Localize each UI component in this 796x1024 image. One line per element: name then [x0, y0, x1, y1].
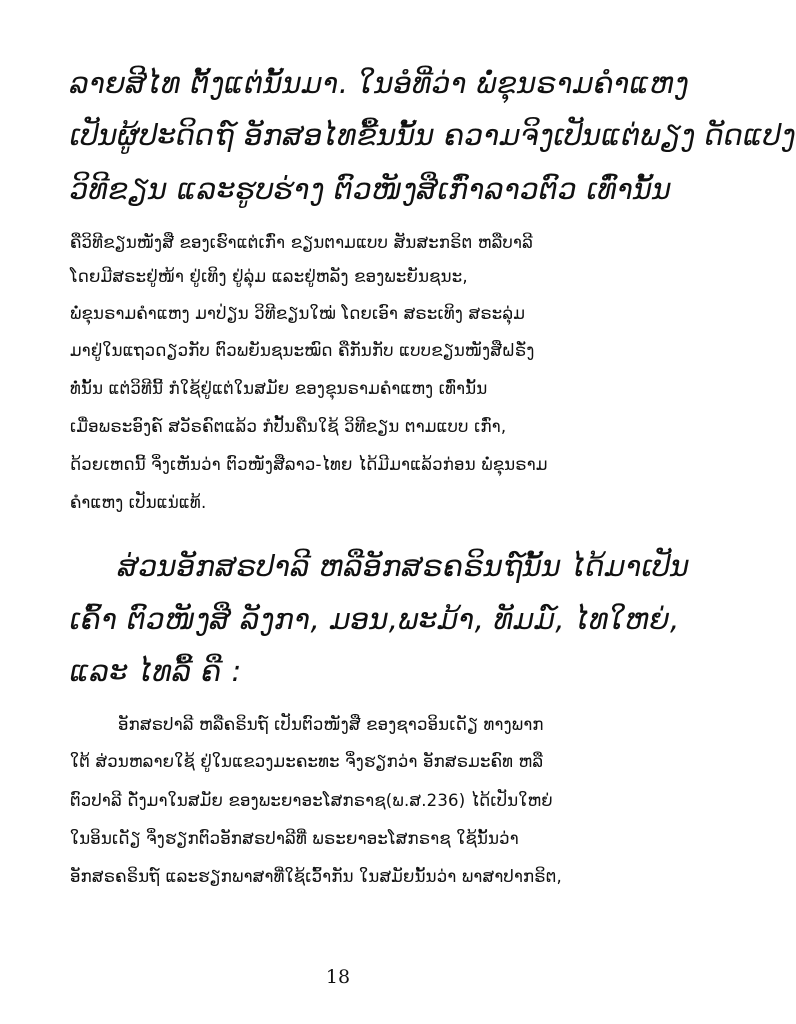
text-line: ຄຳແຫງ ເປັນແນ່ແທ້.	[70, 493, 207, 512]
text-line: ລາຍສີໄທ ຕັ້ງແຕ່ນັ້ນມາ. ໃນອໍທີ່ວ່າ ພໍ່ຂຸນຣາມຄຳແຫງ	[70, 66, 689, 100]
text-line: ຕົວປາລີ ດັ່ງມາໃນສມັຍ ຂອງພະຍາອະໂສກຣາຊ(ພ.ສ.236) ໄດ້ເປັນໃຫຍ່	[70, 791, 553, 810]
text-line: ໃນອິນເດັຽ ຈິ່ງຮຽກຕົວອັກສຣປາລີທີ່ ພຣະຍາອະໂສກຣາຊ ໃຊ້ນັ້ນວ່າ	[70, 829, 519, 848]
text-line: ຄືວິທີຂຽນໜັງສື ຂອງເຮົາແຕ່ເກົ່າ ຂຽນຕາມແບບ ສັນສະກຣິຕ ຫລືບາລີ	[70, 233, 534, 252]
text-line: ວິທີຂຽນ ແລະຮູບຮ່າງ ຕົວໜັງສືເກົ່າລາວຕົວ ເທົ່ານັ້ນ	[70, 172, 672, 206]
text-line: ແລະ ໄທລື້ ຄື :	[70, 654, 242, 688]
text-line: ໂດຍມີສຣະຢູ່ໜ້າ ຢູ່ເທິງ ຢູ່ລຸ່ມ ແລະຢູ່ຫລັງ ຂອງພະຍັນຊນະ,	[70, 267, 468, 286]
page-number: 18	[325, 966, 351, 988]
text-line: ອັກສຣຄຣິນຖ໌ ແລະຮຽກພາສາທີ່ໃຊ້ເວົ້າກັນ ໃນສມັຍນັ້ນວ່າ ພາສາປາກຣິຕ,	[70, 867, 563, 886]
text-line: ໃຕ້ ສ່ວນຫລາຍໃຊ້ ຢູ່ໃນແຂວງມະຄະທະ ຈິ່ງຮຽກວ່າ ອັກສຣມະຄົທ ຫລື	[70, 752, 544, 771]
text-line: ທໍ່ນັ້ນ ແຕ່ວິທີນີ້ ກໍໃຊ້ຢູ່ແຕ່ໃນສມັຍ ຂອງຂຸນຣາມຄຳແຫງ ເທົ່ານັ້ນ	[70, 379, 488, 398]
text-line: ດ້ວຍເຫດນີ້ ຈິ່ງເຫັນວ່າ ຕົວໜັງສືລາວ-ໄທຍ ໄດ້ມີມາແລ້ວກ່ອນ ພໍ່ຂຸນຣາມ	[70, 455, 548, 474]
text-line: ເຄົ້າ ຕົວໜັງສື ລັງກາ, ມອນ,ພະມ້າ, ທັມມ໌, ໄທໃຫຍ່,	[70, 602, 680, 636]
text-line: ອັກສຣປາລີ ຫລືຄຣິນຖ໌ ເປັນຕົວໜັງສື ຂອງຊາວອິນເດັຽ ທາງພາກ	[118, 715, 544, 734]
text-line: ເປັນຜູ້ປະດິດຖ໌ ອັກສອໄທຂື້ນນັ້ນ ຄວາມຈິງເປັນແຕ່ພຽງ ດັດແປງ	[70, 118, 796, 152]
text-line: ສ່ວນອັກສຣປາລີ ຫລືອັກສຣຄຣິນຖ໌ນັ້ນ ໄດ້ມາເປັນ	[118, 549, 690, 583]
text-line: ພໍ່ຂຸນຣາມຄຳແຫງ ມາປ່ຽນ ວິທີຂຽນໃໝ່ ໂດຍເອົາ ສຣະເທິງ ສຣະລຸ່ມ	[70, 304, 526, 323]
text-line: ເມື່ອພຣະອົງຄ໌ ສວັຣຄົຕແລ້ວ ກໍປັ້ນຄືນໃຊ້ ວິທີຂຽນ ຕາມແບບ ເກົ່າ,	[70, 417, 507, 436]
text-line: ມາຢູ່ໃນແຖວດຽວກັບ ຕົວພຍັນຊນະໝົດ ຄືກັນກັບ ແບບຂຽນໜັງສືຝຣັ່ງ	[70, 341, 535, 360]
